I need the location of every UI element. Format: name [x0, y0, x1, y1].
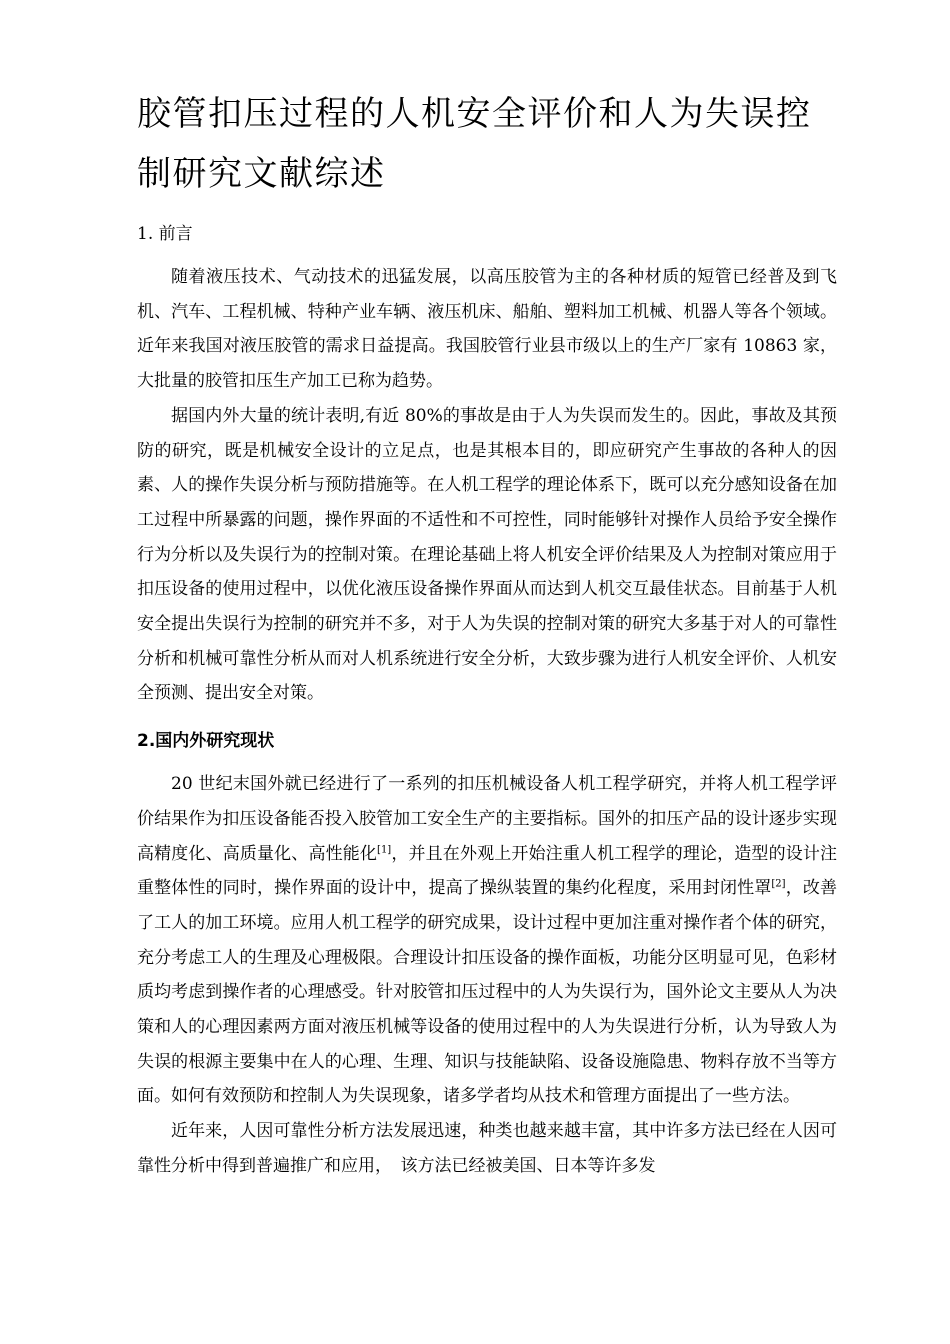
paragraph: 随着液压技术、气动技术的迅猛发展，以高压胶管为主的各种材质的短管已经普及到飞机、汽车、工程机械、特种产业车辆、液压机床、船舶、塑料加工机械、机器人等各个领域。近年来我国对液压胶管的需求日益提高。我国胶管行业县市级以上的生产厂家有 10863 家，大批量的胶管扣压生产加工已称为趋势。 [137, 267, 837, 392]
paragraph: 近年来，人因可靠性分析方法发展迅速，种类也越来越丰富，其中许多方法已经在人因可靠性分析中得到普遍推广和应用， 该方法已经被美国、日本等许多发 [137, 1121, 837, 1176]
section-research-status [137, 729, 837, 1183]
section-introduction [137, 222, 837, 711]
paragraph-text: ，并且在外观上开始注重人机工程学的理论，造型的设计注重整体性的同时，操作界面的设计中，提高了操纵装置的集约化程度，采用封闭性罩 [137, 843, 838, 899]
document-title: 胶管扣压过程的人机安全评价和人为失误控制研究文献综述 [137, 94, 812, 194]
section-heading-research-status: 2.国内外研究现状 [137, 731, 275, 752]
paragraph-text: 20 世纪末国外就已经进行了一系列的扣压机械设备人机工程学研究，并将人机工程学评价结果作为扣压设备能否投入胶管加工安全生产的主要指标。国外的扣压产品的设计逐步实现高精度化、高质量化、高性能化 [137, 774, 837, 864]
paragraph-text: ，改善了工人的加工环境。应用人机工程学的研究成果，设计过程中更加注重对操作者个体的研究，充分考虑工人的生理及心理极限。合理设计扣压设备的操作面板，功能分区明显可见，色彩材质均考虑到操作者的心理感受。针对胶管扣压过程中的人为失误行为，国外论文主要从人为决策和人的心理因素两方面对液压机械等设备的使用过程中的人为失误进行分析，认为导致人为失误的根源主要集中在人的心理、生理、知识与技能缺陷、设备设施隐患、物料存放不当等方面。如何有效预防和控制人为失误现象，诸多学者均从技术和管理方面提出了一些方法。 [137, 878, 837, 1107]
citation-ref-2: [2] [771, 878, 786, 890]
document-page [137, 84, 837, 1184]
section-heading-introduction: 1. 前言 [137, 224, 193, 244]
paragraph: 据国内外大量的统计表明,有近 80%的事故是由于人为失误而发生的。因此，事故及其预防的研究，既是机械安全设计的立足点，也是其根本目的，即应研究产生事故的各种人的因素、人的操作失误分析与预防措施等。在人机工程学的理论体系下，既可以充分感知设备在加工过程中所暴露的问题，操作界面的不适性和不可控性，同时能够针对操作人员给予安全操作行为分析以及失误行为的控制对策。在理论基础上将人机安全评价结果及人为控制对策应用于扣压设备的使用过程中，以优化液压设备操作界面从而达到人机交互最佳状态。目前基于人机安全提出失误行为控制的研究并不多，对于人为失误的控制对策的研究大多基于对人的可靠性分析和机械可靠性分析从而对人机系统进行安全分析，大致步骤为进行人机安全评价、人机安全预测、提出安全对策。 [137, 405, 837, 704]
citation-ref-1: [1] [377, 843, 392, 855]
paragraph [137, 767, 837, 1114]
